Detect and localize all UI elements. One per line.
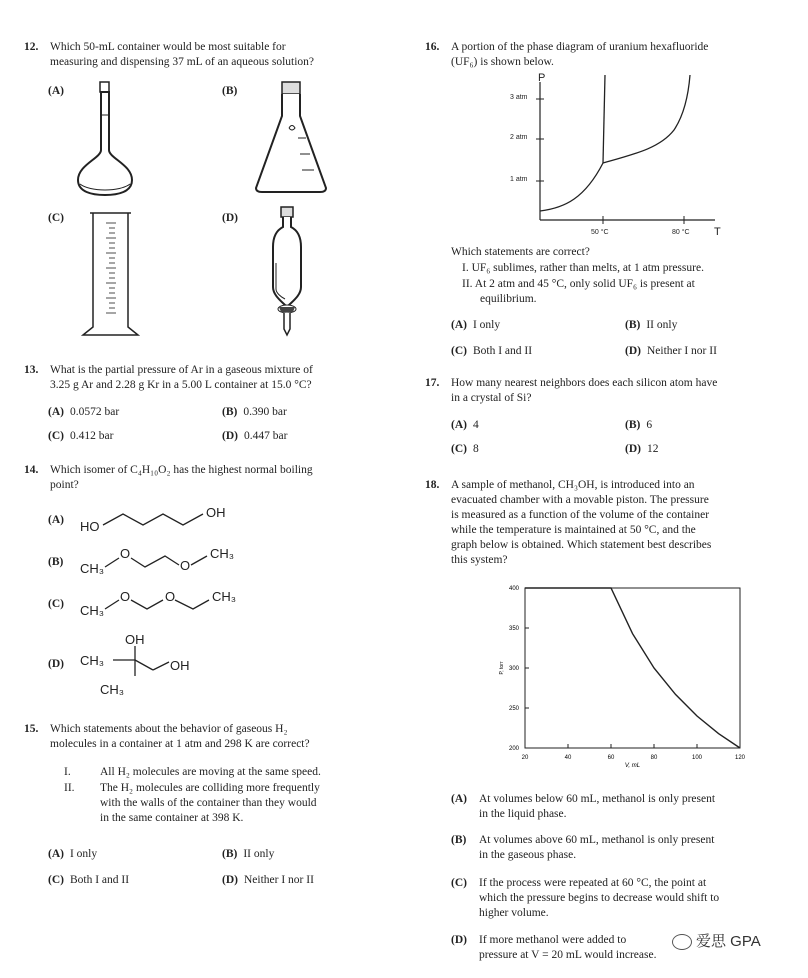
option-b: (B) At volumes above 60 mL, methanol is only present in the gaseous phase. (451, 834, 715, 861)
question-number: 13. (24, 364, 39, 376)
chem-label: CH₃ (212, 589, 237, 604)
pressure-volume-chart (480, 578, 770, 783)
question-text-line: in a crystal of Si? (451, 392, 532, 404)
option-a: (A) At volumes below 60 mL, methanol is only present in the liquid phase. (451, 793, 716, 820)
y-tick-label: 1 atm (510, 176, 528, 183)
statement-text: I. UF₆ sublimes, rather than melts, at 1 atm pressure. (462, 262, 704, 274)
statement-number: II. (64, 782, 75, 794)
question-14 (24, 463, 394, 493)
question-text-line: point? (50, 479, 79, 491)
phase-diagram (500, 70, 740, 245)
option-b: (B) 6 (625, 419, 653, 431)
option-c: (C) If the process were repeated at 60 °C, the point at which the pressure begins to decrease would shift to higher volume. (451, 877, 720, 919)
question-text-line: Which statements about the behavior of gaseous H₂ (50, 723, 288, 735)
question-text-line: Which 50-mL container would be most suitable for (50, 41, 286, 53)
chem-label: O (120, 546, 131, 561)
chem-label: O (120, 589, 131, 604)
question-number: 16. (425, 41, 440, 53)
question-number: 18. (425, 479, 440, 491)
chem-label: OH (170, 658, 190, 673)
question-text-line: evacuated chamber with a movable piston. The pressure (451, 494, 709, 506)
x-tick-label: 40 (564, 755, 572, 761)
option-a: (A) 4 (451, 419, 479, 431)
question-text-line: is measured as a function of the volume of the container (451, 509, 710, 521)
question-text-line: Which isomer of C₄H₁₀O₂ has the highest normal boiling (50, 464, 313, 476)
choice-a-label: (A) (48, 85, 64, 97)
option-a: (A) 0.0572 bar (48, 406, 120, 418)
chem-label: CH₃ (80, 653, 105, 668)
x-tick-label: 120 (734, 755, 746, 761)
question-text-line: (UF₆) is shown below. (451, 56, 554, 68)
statement-text: All H₂ molecules are moving at the same speed. (100, 766, 321, 778)
axis-label-t: T (714, 226, 721, 238)
question-text-line: this system? (451, 554, 508, 566)
choice-c-label: (C) (48, 212, 64, 224)
x-tick-label: 20 (521, 755, 529, 761)
option-c: (C) Both I and II (48, 874, 130, 886)
question-number: 12. (24, 41, 39, 53)
question-number: 15. (24, 723, 39, 735)
y-tick-label: 3 atm (510, 94, 528, 101)
statement-text: II. At 2 atm and 45 °C, only solid UF₆ is present at equilibrium. (462, 278, 695, 305)
question-12 (24, 40, 394, 70)
chem-label: OH (206, 505, 226, 520)
question-text-line: A portion of the phase diagram of uranium hexafluoride (451, 41, 709, 53)
choice-d-label: (D) (48, 658, 64, 670)
wechat-icon (672, 934, 692, 950)
chem-label: CH₃ (100, 682, 125, 697)
watermark-logo: 爱思 GPA (672, 930, 761, 951)
question-text-line: graph below is obtained. Which statement best describes (451, 539, 712, 551)
question-17 (425, 376, 795, 406)
question-number: 17. (425, 377, 440, 389)
question-text-line: 3.25 g Ar and 2.28 g Kr in a 5.00 L container at 15.0 °C? (50, 379, 312, 391)
y-tick-label: 2 atm (510, 134, 528, 141)
question-text-line: measuring and dispensing 37 mL of an aqueous solution? (50, 56, 315, 68)
y-tick-label: 350 (508, 626, 519, 632)
chem-label: OH (125, 632, 145, 647)
question-text-line: How many nearest neighbors does each silicon atom have (451, 377, 718, 389)
question-18 (425, 478, 795, 568)
option-d: (D) If more methanol were added to pressure at V = 20 mL would increase. (451, 934, 657, 961)
y-tick-label: 300 (508, 666, 519, 672)
x-tick-label: 80 °C (672, 229, 690, 236)
y-axis-label: P, torr (499, 661, 505, 675)
choice-b-label: (B) (48, 556, 64, 568)
option-d: (D) Neither I nor II (625, 345, 717, 357)
question-13 (24, 363, 394, 393)
chem-label: CH₃ (80, 603, 105, 618)
statement-number: I. (64, 766, 71, 778)
question-text-line: A sample of methanol, CH₃OH, is introduced into an (451, 479, 695, 491)
question-text-line: molecules in a container at 1 atm and 298 K are correct? (50, 738, 310, 750)
choice-c-label: (C) (48, 598, 64, 610)
x-tick-label: 80 (650, 755, 658, 761)
choice-a-label: (A) (48, 514, 64, 526)
graduated-cylinder-drawing (78, 205, 148, 345)
chem-label: HO (80, 519, 100, 534)
separatory-funnel-drawing (265, 205, 315, 345)
chem-label: O (165, 589, 176, 604)
choice-d-label: (D) (222, 212, 238, 224)
chem-label: CH₃ (210, 546, 235, 561)
question-number: 14. (24, 464, 39, 476)
question-15 (24, 722, 394, 752)
option-c: (C) 8 (451, 443, 479, 455)
option-d: (D) 12 (625, 443, 659, 455)
statement-text: The H₂ molecules are colliding more frequently with the walls of the container than they would in the same container at 398 K. (100, 782, 320, 824)
chem-label: O (180, 558, 191, 573)
question-text-line: What is the partial pressure of Ar in a gaseous mixture of (50, 364, 313, 376)
y-tick-label: 400 (508, 586, 519, 592)
question-text-line: while the temperature is maintained at 50 °C, and the (451, 524, 696, 536)
x-axis-label: V, mL (624, 763, 641, 769)
x-tick-label: 100 (691, 755, 703, 761)
option-b: (B) II only (625, 319, 678, 331)
option-d: (D) Neither I nor II (222, 874, 314, 886)
erlenmeyer-flask-drawing (252, 80, 332, 198)
option-c: (C) 0.412 bar (48, 430, 114, 442)
option-a: (A) I only (48, 848, 98, 860)
question-prompt: Which statements are correct? (451, 246, 590, 258)
option-c: (C) Both I and II (451, 345, 533, 357)
x-tick-label: 50 °C (591, 229, 609, 236)
option-d: (D) 0.447 bar (222, 430, 288, 442)
axis-label-p: P (538, 72, 546, 84)
y-tick-label: 200 (508, 746, 519, 752)
volumetric-flask-drawing (70, 80, 140, 202)
choice-b-label: (B) (222, 85, 238, 97)
y-tick-label: 250 (508, 706, 519, 712)
x-tick-label: 60 (607, 755, 615, 761)
option-a: (A) I only (451, 319, 501, 331)
option-b: (B) 0.390 bar (222, 406, 287, 418)
question-16 (425, 40, 795, 70)
option-b: (B) II only (222, 848, 275, 860)
chem-label: CH₃ (80, 561, 105, 576)
